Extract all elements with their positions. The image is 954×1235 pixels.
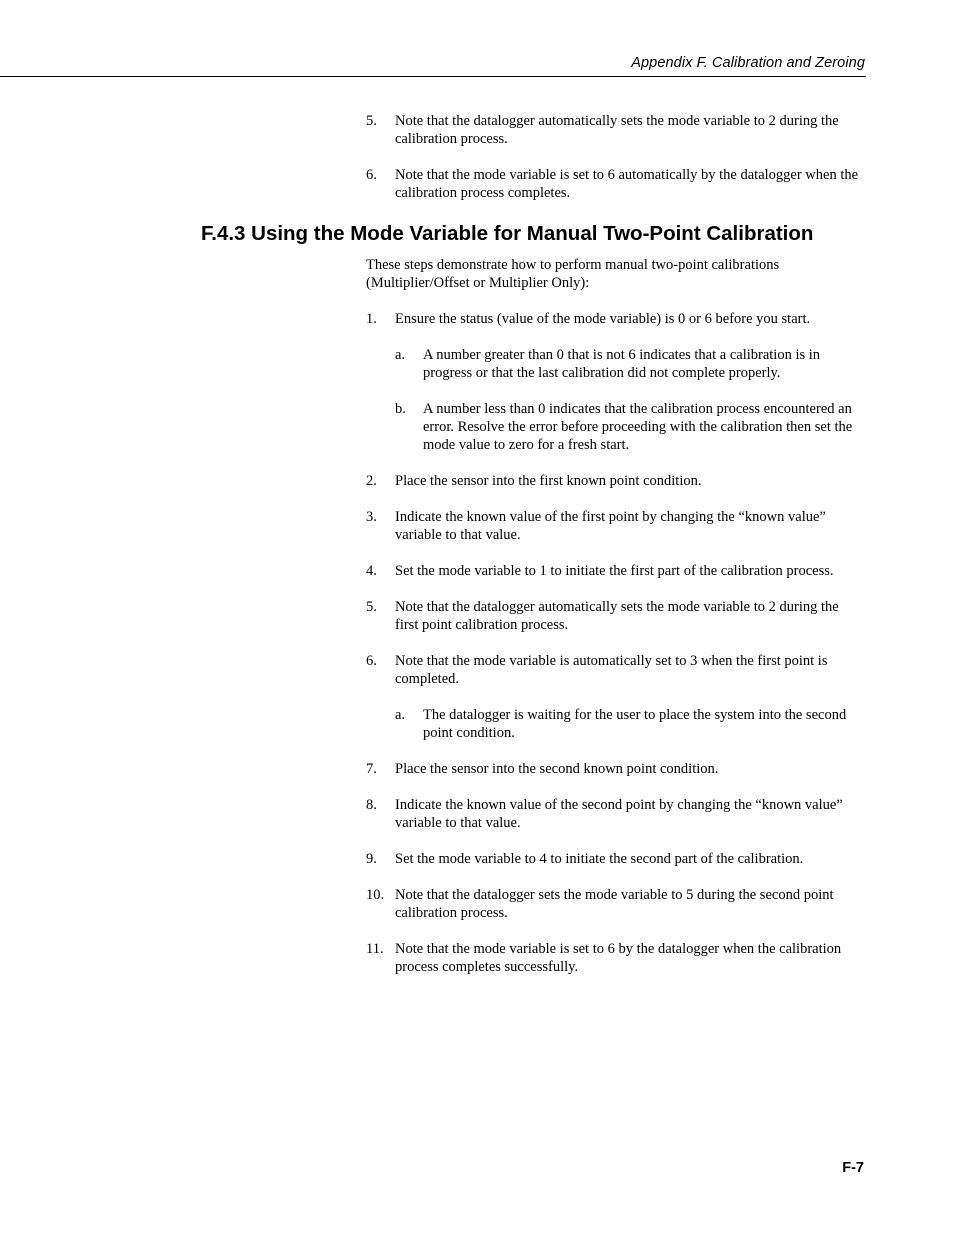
step-text: Place the sensor into the second known point condition. xyxy=(395,761,719,777)
step-number: 2. xyxy=(366,473,377,489)
step-item-10 xyxy=(366,886,862,922)
step-item-1 xyxy=(366,310,862,454)
step-number: 1. xyxy=(366,311,377,327)
step-item-7 xyxy=(366,760,862,778)
section-heading: F.4.3 Using the Mode Variable for Manual Two-Point Calibration xyxy=(201,222,814,245)
step-item-3 xyxy=(366,508,862,544)
step-number: 8. xyxy=(366,797,377,813)
step-item-4 xyxy=(366,562,862,580)
header-rule xyxy=(0,76,866,77)
step-item-11 xyxy=(366,940,862,976)
step-number: 5. xyxy=(366,113,377,129)
step-number: 4. xyxy=(366,563,377,579)
running-header: Appendix F. Calibration and Zeroing xyxy=(631,55,865,71)
step-number: 10. xyxy=(366,887,385,903)
step-number: 5. xyxy=(366,599,377,615)
step-item xyxy=(366,112,862,148)
step-text: Indicate the known value of the first point by changing the “known value” variable to that value. xyxy=(395,509,826,543)
step-item-5 xyxy=(366,598,862,634)
continued-step-list xyxy=(366,112,862,202)
substep-text: A number less than 0 indicates that the calibration process encountered an error. Resolve the error before proceeding with the calibration then set the mode value to zero for a fresh start. xyxy=(423,401,853,453)
step-item xyxy=(366,166,862,202)
step-item-8 xyxy=(366,796,862,832)
step-text: Set the mode variable to 1 to initiate the first part of the calibration process. xyxy=(395,563,834,579)
substep-letter: b. xyxy=(395,401,406,417)
step-number: 3. xyxy=(366,509,377,525)
section-intro: These steps demonstrate how to perform manual two-point calibrations (Multiplier/Offset or Multiplier Only): xyxy=(366,257,780,291)
substep-item xyxy=(395,346,862,382)
step-text: Note that the datalogger sets the mode variable to 5 during the second point calibration process. xyxy=(395,887,834,921)
step-text: Note that the mode variable is set to 6 by the datalogger when the calibration process completes successfully. xyxy=(395,941,842,975)
substep-text: A number greater than 0 that is not 6 indicates that a calibration is in progress or that the last calibration did not complete properly. xyxy=(423,347,821,381)
substep-item xyxy=(395,400,862,454)
two-point-step-list xyxy=(366,310,862,976)
substep-letter: a. xyxy=(395,707,406,723)
step-text: Note that the mode variable is automatically set to 3 when the first point is completed. xyxy=(395,653,828,687)
step-item-6 xyxy=(366,652,862,742)
step-number: 6. xyxy=(366,167,377,183)
step-text: Set the mode variable to 4 to initiate the second part of the calibration. xyxy=(395,851,804,867)
step-number: 6. xyxy=(366,653,377,669)
step-text: Note that the mode variable is set to 6 automatically by the datalogger when the calibration process completes. xyxy=(395,167,859,201)
substep-item xyxy=(395,706,862,742)
substep-letter: a. xyxy=(395,347,406,363)
substep-text: The datalogger is waiting for the user to place the system into the second point condition. xyxy=(423,707,847,741)
step-text: Place the sensor into the first known point condition. xyxy=(395,473,702,489)
step-item-9 xyxy=(366,850,862,868)
step-text: Note that the datalogger automatically sets the mode variable to 2 during the first point calibration process. xyxy=(395,599,839,633)
step-item-2 xyxy=(366,472,862,490)
step-number: 7. xyxy=(366,761,377,777)
step-text: Ensure the status (value of the mode variable) is 0 or 6 before you start. xyxy=(395,311,811,327)
step-number: 11. xyxy=(366,941,384,957)
page-number: F-7 xyxy=(842,1160,864,1176)
step-text: Indicate the known value of the second point by changing the “known value” variable to that value. xyxy=(395,797,843,831)
step-text: Note that the datalogger automatically sets the mode variable to 2 during the calibration process. xyxy=(395,113,839,147)
step-number: 9. xyxy=(366,851,377,867)
